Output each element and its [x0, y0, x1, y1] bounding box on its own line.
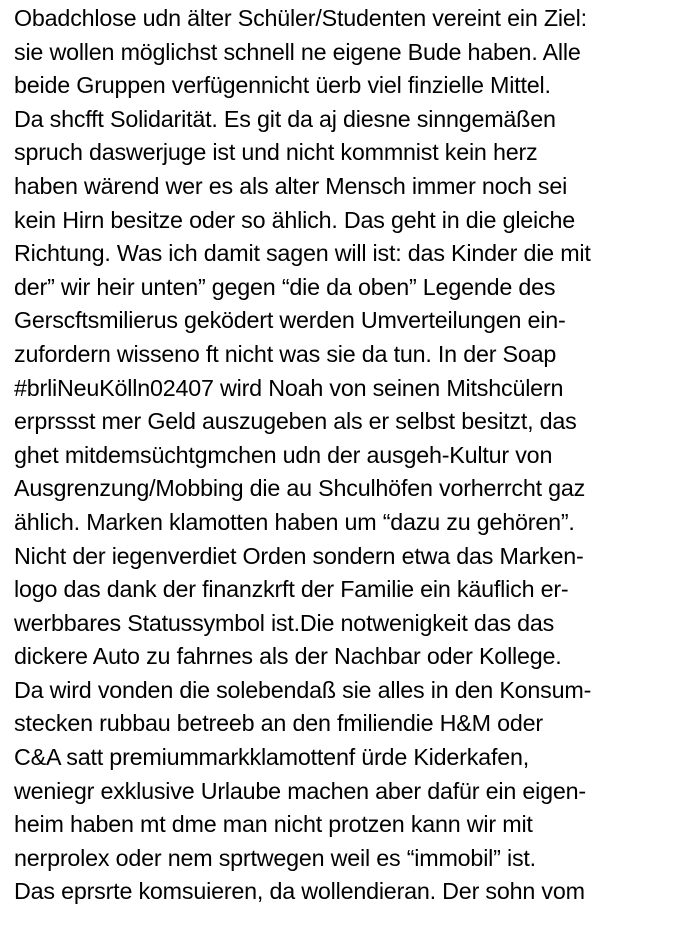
text-line: weniegr exklusive Urlaube machen aber dafür ein eigen- [14, 777, 586, 804]
text-line: sie wollen möglichst schnell ne eigene Bude haben. Alle [14, 38, 581, 65]
text-line: logo das dank der finanzkrft der Familie ein käuflich er- [14, 576, 569, 603]
text-line: Richtung. Was ich damit sagen will ist: das Kinder die mit [14, 240, 591, 267]
text-line: ählich. Marken klamotten haben um “dazu zu gehören”. [14, 508, 575, 535]
text-line: nerprolex oder nem sprtwegen weil es “immobil” ist. [14, 844, 536, 871]
body-text [14, 2, 682, 909]
text-line: C&A satt premiummarkklamottenf ürde Kiderkafen, [14, 744, 529, 771]
text-line: Da shcfft Solidarität. Es git da aj diesne sinngemäßen [14, 105, 556, 132]
text-line: beide Gruppen verfügennicht üerb viel finzielle Mittel. [14, 72, 551, 99]
text-line: spruch daswerjuge ist und nicht kommnist kein herz [14, 139, 538, 166]
text-line: haben wärend wer es als alter Mensch immer noch sei [14, 172, 568, 199]
text-line: Nicht der iegenverdiet Orden sondern etwa das Marken- [14, 542, 584, 569]
text-line: heim haben mt dme man nicht protzen kann wir mit [14, 811, 533, 838]
text-line: dickere Auto zu fahrnes als der Nachbar oder Kollege. [14, 643, 562, 670]
text-line: Ausgrenzung/Mobbing die au Shculhöfen vorherrcht gaz [14, 475, 586, 502]
text-line: Da wird vonden die solebendaß sie alles in den Konsum- [14, 676, 592, 703]
text-line: Gerscftsmilierus geködert werden Umverteilungen ein- [14, 307, 566, 334]
text-line: Obadchlose udn älter Schüler/Studenten vereint ein Ziel: [14, 5, 587, 31]
text-line: ghet mitdemsüchtgmchen udn der ausgeh-Kultur von [14, 441, 553, 468]
text-line: stecken rubbau betreeb an den fmiliendie H&M oder [14, 710, 543, 737]
text-line: zufordern wisseno ft nicht was sie da tun. In der Soap [14, 340, 557, 367]
text-line: erprssst mer Geld auszugeben als er selbst besitzt, das [14, 408, 577, 435]
text-line: #brliNeuKölln02407 wird Noah von seinen Mitshcülern [14, 374, 564, 401]
text-line: der” wir heir unten” gegen “die da oben” Legende des [14, 273, 556, 300]
text-line: werbbares Statussymbol ist.Die notwenigkeit das das [14, 609, 555, 636]
text-line: kein Hirn besitze oder so ählich. Das geht in die gleiche [14, 206, 575, 233]
text-line: Das eprsrte komsuieren, da wollendieran. Der sohn vom [14, 878, 585, 905]
